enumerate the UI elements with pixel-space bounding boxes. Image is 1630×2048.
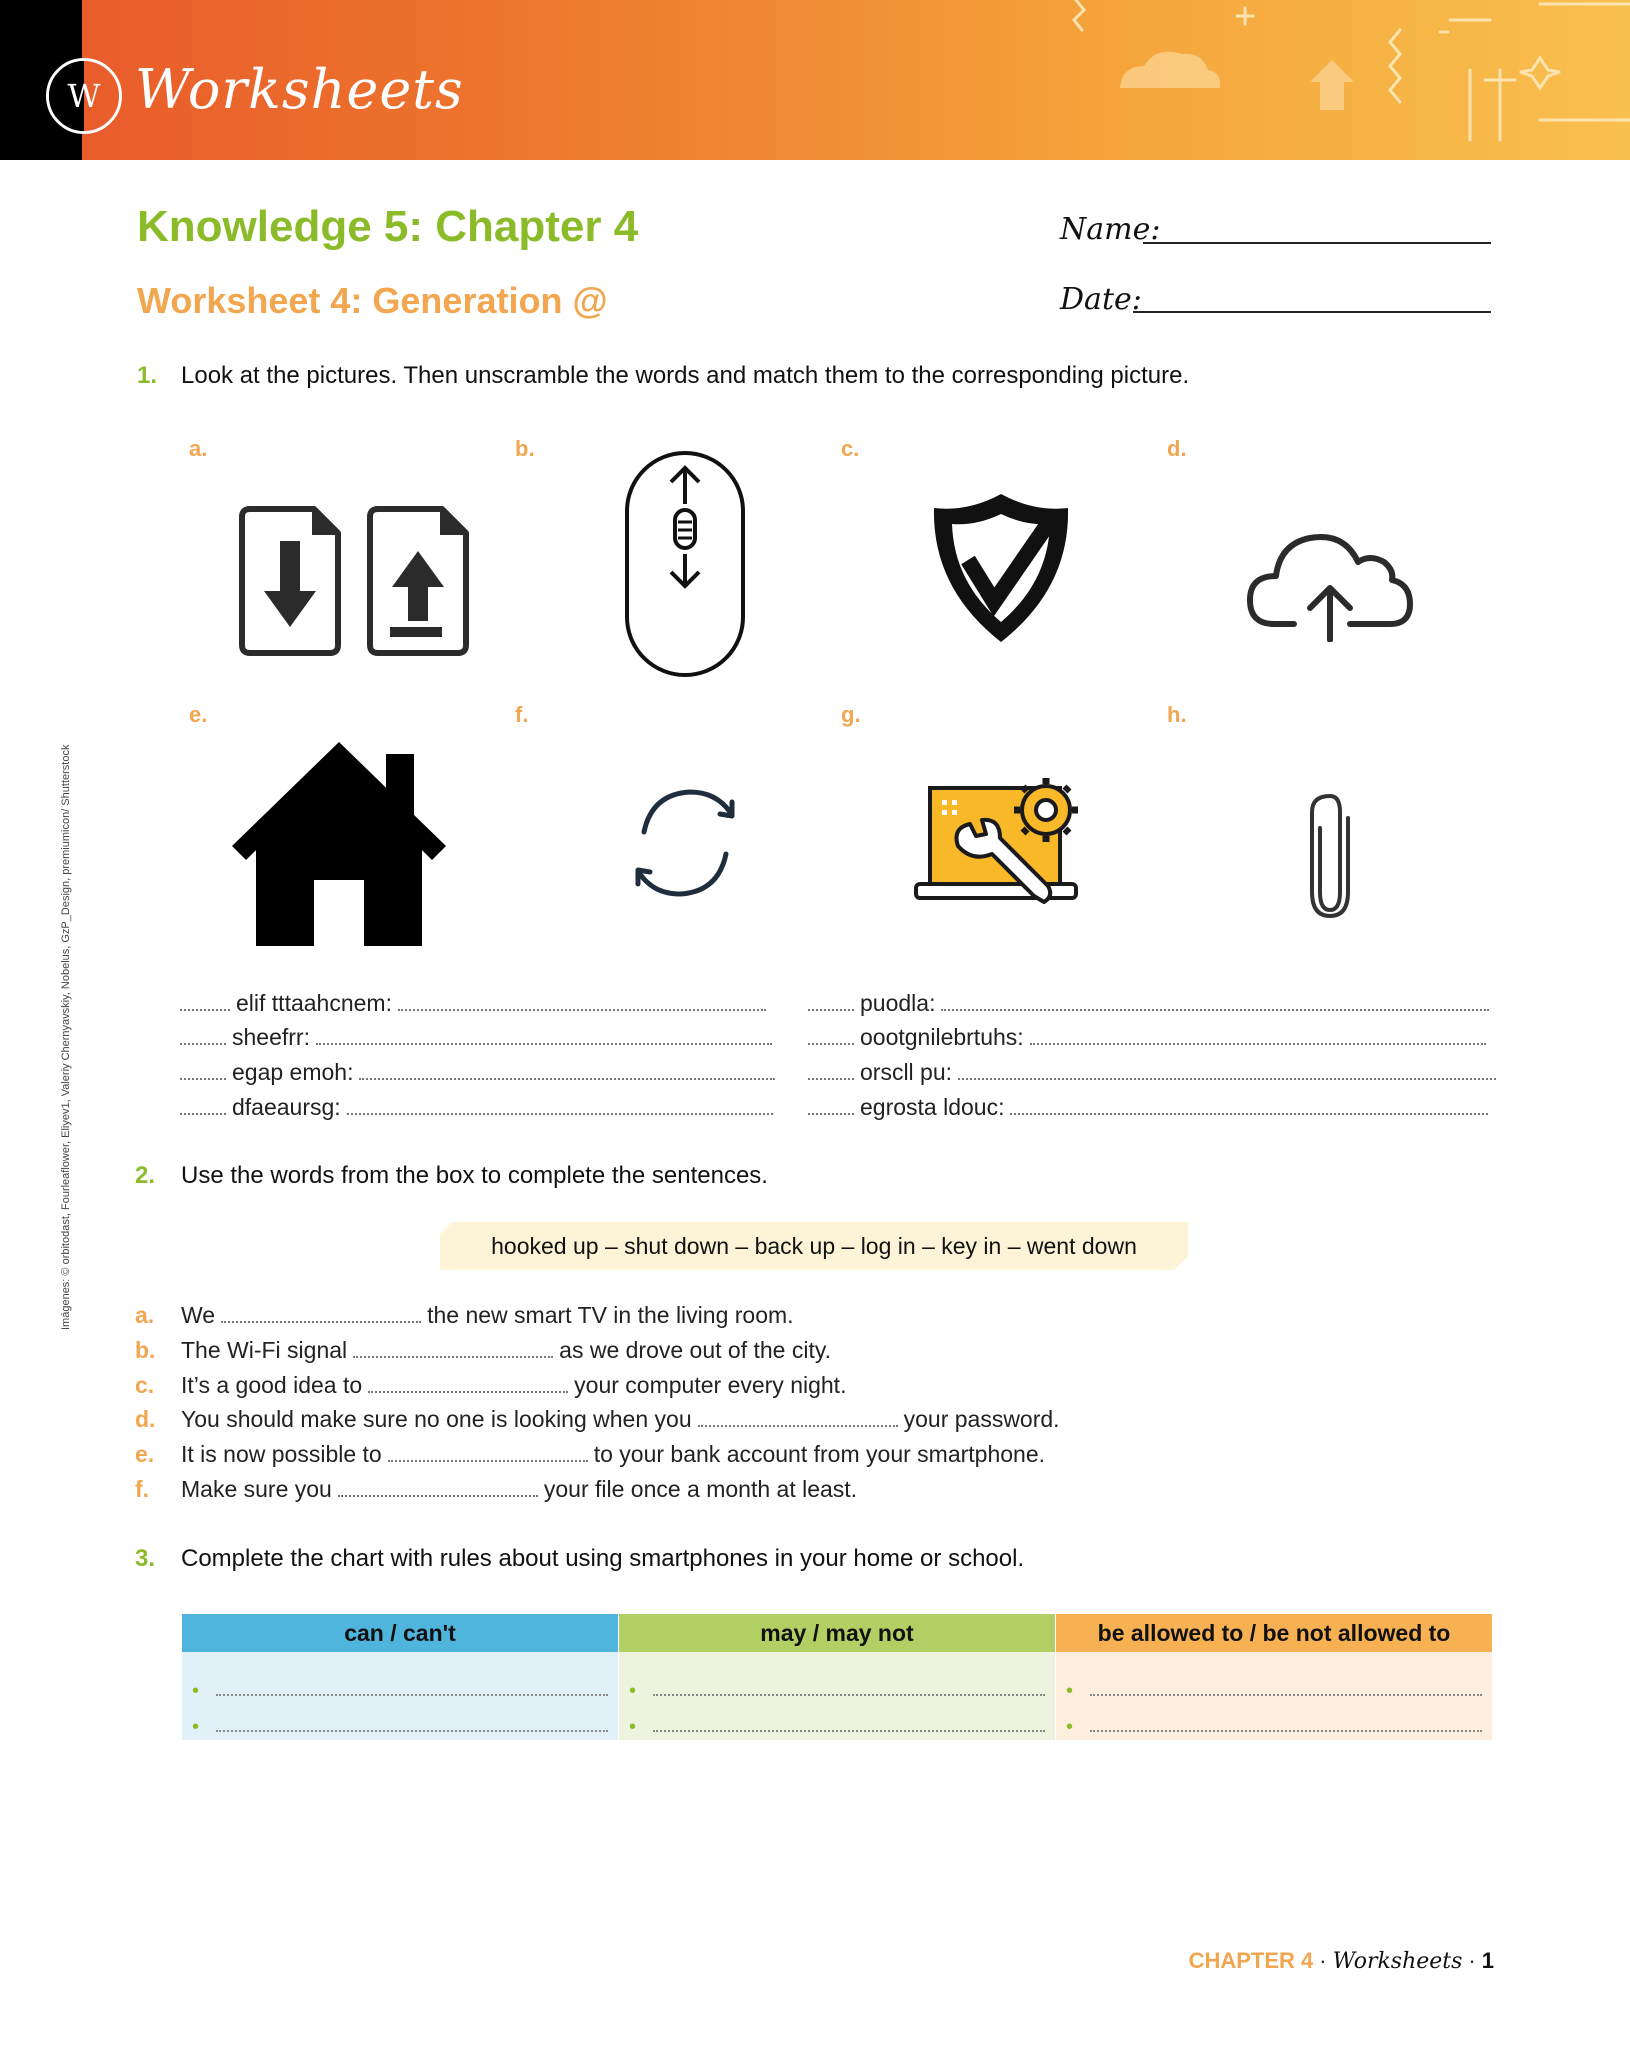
header-title: Worksheets: [135, 58, 464, 121]
answer-blank[interactable]: [808, 1078, 854, 1080]
worksheets-logo-icon: W: [46, 58, 122, 134]
refresh-icon: [628, 786, 742, 900]
answer-blank[interactable]: [180, 1078, 226, 1080]
answer-blank[interactable]: [1010, 1113, 1488, 1115]
answer-blank[interactable]: [347, 1113, 773, 1115]
paperclip-icon: [1302, 788, 1358, 918]
image-credits: Imágenes: © orbitodast, Fourleaflower, Eliyev1, Valeriy Chernyavskiy, Nobelus, GzP_Design, premiumicon/ Shutterstock: [60, 744, 72, 1330]
worksheet-title: Worksheet 4: Generation @: [137, 280, 608, 321]
home-icon: [228, 738, 450, 948]
q3-number: 3.: [135, 1545, 156, 1572]
scrambled-word-row: egap emoh:: [180, 1059, 775, 1086]
chart-entry-line[interactable]: •: [1066, 1694, 1482, 1696]
q3-instruction: Complete the chart with rules about using smartphones in your home or school.: [181, 1545, 1025, 1572]
chart-entry-line[interactable]: •: [192, 1694, 608, 1696]
sentence-c: c. It’s a good idea to your computer every night.: [135, 1372, 847, 1398]
sentence-b: b. The Wi-Fi signal as we drove out of the city.: [135, 1337, 832, 1363]
page-footer: CHAPTER 4 · Worksheets · 1: [1188, 1948, 1494, 1974]
chart-column-can: [182, 1614, 618, 1740]
answer-blank[interactable]: [808, 1043, 854, 1045]
sentence-d: d. You should make sure no one is looking when you your password.: [135, 1406, 1060, 1432]
chart-header: can / can't: [182, 1614, 618, 1652]
scrambled-word-row: elif tttaahcnem:: [180, 990, 766, 1017]
name-label: Name:: [1060, 212, 1161, 247]
chapter-title: Knowledge 5: Chapter 4: [137, 202, 639, 251]
picture-letter-c: c.: [841, 436, 860, 461]
q2-number: 2.: [135, 1162, 156, 1189]
q1-instruction: Look at the pictures. Then unscramble the words and match them to the corresponding picture.: [181, 362, 1190, 389]
chart-column-may: [619, 1614, 1055, 1740]
sentence-blank[interactable]: [338, 1495, 538, 1497]
q2-instruction: Use the words from the box to complete the sentences.: [181, 1162, 768, 1189]
scrambled-word-row: dfaeaursg:: [180, 1094, 773, 1121]
scrambled-word-row: egrosta ldouc:: [808, 1094, 1488, 1121]
footer-worksheets: Worksheets: [1332, 1949, 1463, 1974]
scrambled-word-row: sheefrr:: [180, 1024, 772, 1051]
q1-number: 1.: [137, 362, 158, 389]
sentence-e: e. It is now possible to to your bank account from your smartphone.: [135, 1441, 1046, 1467]
answer-blank[interactable]: [359, 1078, 775, 1080]
sentence-blank[interactable]: [388, 1460, 588, 1462]
picture-letter-g: g.: [841, 702, 861, 727]
footer-chapter: CHAPTER 4: [1188, 1948, 1314, 1973]
scrambled-word-row: orscll pu:: [808, 1059, 1496, 1086]
header-decoration-icon: [1070, 0, 1630, 160]
chart-entry-line[interactable]: •: [1066, 1730, 1482, 1732]
answer-blank[interactable]: [808, 1009, 854, 1011]
chart-column-allowed: [1056, 1614, 1492, 1740]
answer-blank[interactable]: [958, 1078, 1496, 1080]
answer-blank[interactable]: [808, 1113, 854, 1115]
answer-blank[interactable]: [398, 1009, 766, 1011]
picture-letter-f: f.: [515, 702, 529, 727]
answer-blank[interactable]: [180, 1113, 226, 1115]
word-box: hooked up – shut down – back up – log in – key in – went down: [440, 1222, 1188, 1270]
file-download-upload-icon: [232, 505, 482, 665]
answer-blank[interactable]: [180, 1043, 226, 1045]
answer-blank[interactable]: [941, 1009, 1489, 1011]
page-number: 1: [1481, 1948, 1494, 1973]
chart-header: may / may not: [619, 1614, 1055, 1652]
answer-blank[interactable]: [180, 1009, 230, 1011]
chart-entry-line[interactable]: •: [629, 1694, 1045, 1696]
picture-letter-e: e.: [189, 702, 208, 727]
picture-letter-b: b.: [515, 436, 535, 461]
rules-chart: [182, 1614, 1492, 1740]
sentence-blank[interactable]: [368, 1391, 568, 1393]
mouse-scroll-icon: [622, 448, 748, 680]
sentence-blank[interactable]: [353, 1356, 553, 1358]
date-field[interactable]: [1133, 311, 1491, 313]
chart-entry-line[interactable]: •: [192, 1730, 608, 1732]
header-banner: [0, 0, 1630, 160]
picture-letter-h: h.: [1167, 702, 1187, 727]
chart-header: be allowed to / be not allowed to: [1056, 1614, 1492, 1652]
sentence-f: f. Make sure you your file once a month at least.: [135, 1476, 858, 1502]
sentence-blank[interactable]: [221, 1321, 421, 1323]
name-field[interactable]: [1143, 242, 1491, 244]
sentence-blank[interactable]: [698, 1425, 898, 1427]
answer-blank[interactable]: [1030, 1043, 1486, 1045]
chart-entry-line[interactable]: •: [629, 1730, 1045, 1732]
shield-check-icon: [930, 490, 1072, 646]
cloud-upload-icon: [1246, 524, 1414, 642]
picture-letter-d: d.: [1167, 436, 1187, 461]
date-label: Date:: [1060, 282, 1142, 317]
picture-letter-a: a.: [189, 436, 208, 461]
scrambled-word-row: puodla:: [808, 990, 1489, 1017]
answer-blank[interactable]: [316, 1043, 772, 1045]
sentence-a: a. We the new smart TV in the living room.: [135, 1302, 794, 1328]
scrambled-word-row: oootgnilebrtuhs:: [808, 1024, 1486, 1051]
laptop-settings-icon: [912, 770, 1090, 920]
